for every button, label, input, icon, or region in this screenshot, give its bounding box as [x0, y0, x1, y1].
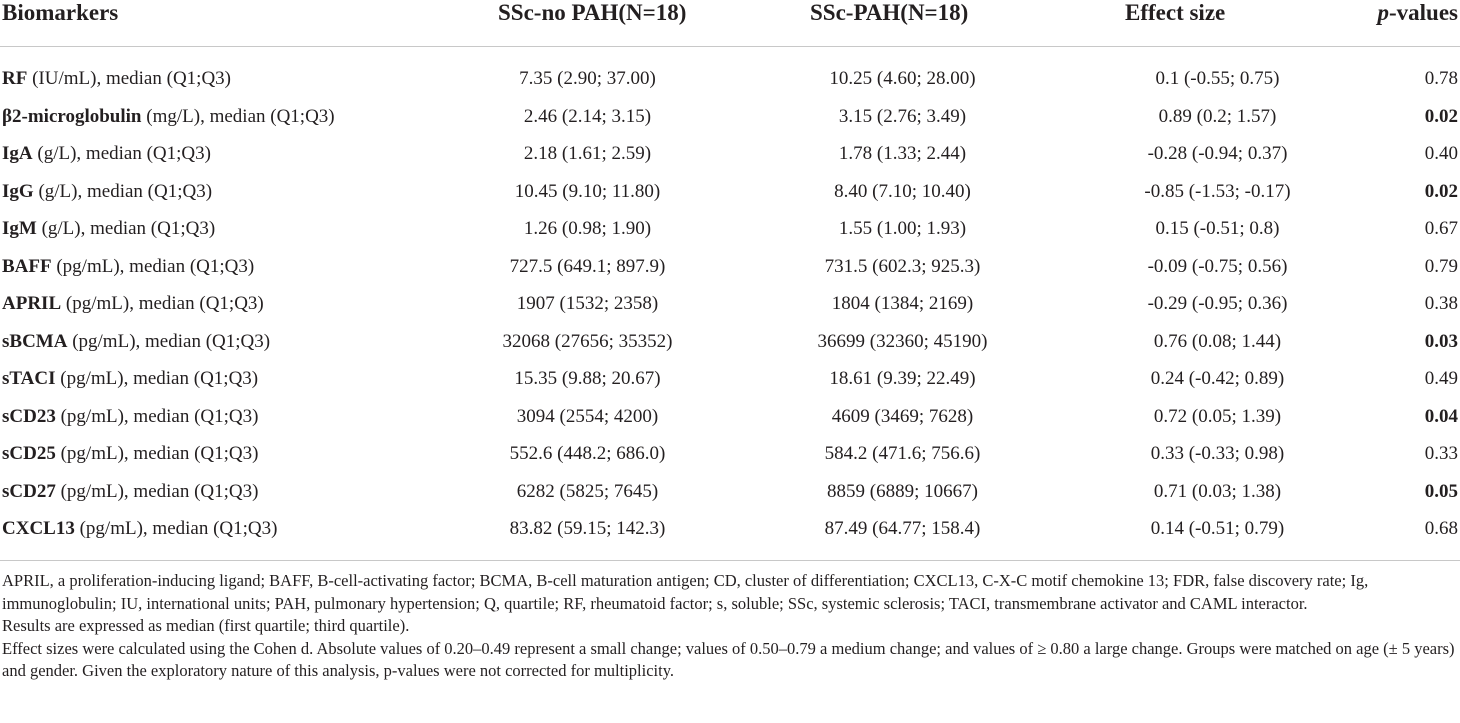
table-body	[0, 60, 1460, 548]
cell-p-value: 0.02	[1424, 180, 1458, 202]
cell-ssc-no-pah: 6282 (5825; 7645)	[516, 480, 659, 502]
cell-effect-size: 0.33 (-0.33; 0.98)	[1150, 443, 1285, 464]
cell-ssc-no-pah: 15.35 (9.88; 20.67)	[514, 368, 661, 389]
table-row	[0, 323, 1460, 361]
cell-ssc-pah: 8859 (6889; 10667)	[827, 480, 978, 502]
table-row	[0, 173, 1460, 211]
table-header	[0, 0, 1460, 47]
biomarker-unit: (pg/mL), median (Q1;Q3)	[55, 405, 259, 427]
cell-effect-size: 0.76 (0.08; 1.44)	[1153, 330, 1282, 352]
cell-ssc-pah: 1.55 (1.00; 1.93)	[838, 218, 967, 239]
cell-p-value: 0.05	[1424, 480, 1458, 502]
biomarker-unit: (g/L), median (Q1;Q3)	[33, 180, 213, 202]
footnote-abbreviations: APRIL, a proliferation-inducing ligand; BAFF, B-cell-activating factor; BCMA, B-cell maturation antigen; CD, cluster of differentiation; CXCL13, C-X-C motif chemokine 13; FDR, false discovery rate; Ig, immunoglobulin; IU, international units; PAH, pulmonary hypertension; Q, quartile; RF, rheumatoid factor; s, soluble; SSc, systemic sclerosis; TACI, transmembrane activator and CAML interactor.	[2, 571, 1369, 613]
cell-effect-size: 0.14 (-0.51; 0.79)	[1150, 518, 1285, 539]
table-row	[0, 135, 1460, 173]
biomarker-unit: (pg/mL), median (Q1;Q3)	[55, 480, 259, 502]
header-ssc-no-pah: SSc-no PAH(N=18)	[498, 0, 687, 25]
table-row	[0, 510, 1460, 548]
cell-biomarker	[2, 60, 231, 98]
header-effect-size: Effect size	[1125, 0, 1226, 25]
cell-effect-size: -0.28 (-0.94; 0.37)	[1147, 143, 1288, 164]
cell-biomarker	[2, 473, 258, 511]
biomarker-name: sCD27	[2, 480, 56, 502]
biomarker-unit: (pg/mL), median (Q1;Q3)	[74, 518, 278, 539]
cell-ssc-pah: 87.49 (64.77; 158.4)	[824, 518, 981, 539]
cell-effect-size: 0.1 (-0.55; 0.75)	[1155, 68, 1280, 89]
biomarker-name: APRIL	[2, 293, 62, 314]
header-ssc-pah: SSc-PAH(N=18)	[810, 0, 969, 25]
cell-ssc-no-pah: 10.45 (9.10; 11.80)	[514, 180, 661, 202]
cell-effect-size: 0.71 (0.03; 1.38)	[1153, 480, 1282, 502]
cell-effect-size: 0.89 (0.2; 1.57)	[1158, 105, 1277, 127]
biomarker-unit: (pg/mL), median (Q1;Q3)	[55, 443, 259, 464]
footnote-effect-sizes: Effect sizes were calculated using the Cohen d. Absolute values of 0.20–0.49 represent a small change; values of 0.50–0.79 a medium change; and values of ≥ 0.80 a large change. Groups were matched on age (± 5 years) and gender. Given the exploratory nature of this analysis, p-values were not corrected for multiplicity.	[2, 638, 1455, 680]
cell-biomarker	[2, 285, 264, 323]
cell-ssc-pah: 1804 (1384; 2169)	[831, 293, 974, 314]
cell-ssc-no-pah: 552.6 (448.2; 686.0)	[509, 443, 666, 464]
biomarker-name: IgG	[2, 180, 34, 202]
cell-effect-size: -0.29 (-0.95; 0.36)	[1147, 293, 1288, 314]
cell-biomarker	[2, 435, 258, 473]
cell-ssc-pah: 4609 (3469; 7628)	[831, 405, 974, 427]
cell-effect-size: 0.24 (-0.42; 0.89)	[1150, 368, 1285, 389]
cell-biomarker	[2, 248, 254, 286]
header-p-values	[1378, 0, 1459, 26]
biomarker-name: sCD25	[2, 443, 56, 464]
cell-ssc-pah: 8.40 (7.10; 10.40)	[834, 180, 971, 202]
cell-p-value: 0.03	[1424, 330, 1458, 352]
cell-p-value: 0.04	[1424, 405, 1458, 427]
table-footnotes	[2, 570, 1458, 683]
biomarker-unit: (IU/mL), median (Q1;Q3)	[27, 68, 231, 89]
biomarker-unit: (pg/mL), median (Q1;Q3)	[55, 368, 259, 389]
cell-ssc-pah: 36699 (32360; 45190)	[817, 330, 988, 352]
header-p-italic: p	[1377, 0, 1389, 25]
header-biomarkers: Biomarkers	[2, 0, 119, 25]
biomarker-name: IgM	[2, 218, 37, 239]
biomarker-unit: (pg/mL), median (Q1;Q3)	[61, 293, 264, 314]
table-row	[0, 360, 1460, 398]
table-row	[0, 248, 1460, 286]
table-row	[0, 60, 1460, 98]
cell-ssc-no-pah: 727.5 (649.1; 897.9)	[509, 255, 666, 277]
biomarker-unit: (pg/mL), median (Q1;Q3)	[67, 330, 271, 352]
footnote-results: Results are expressed as median (first quartile; third quartile).	[2, 616, 410, 635]
table-row	[0, 473, 1460, 511]
cell-p-value: 0.79	[1424, 255, 1458, 277]
cell-ssc-no-pah: 83.82 (59.15; 142.3)	[509, 518, 666, 539]
cell-effect-size: -0.85 (-1.53; -0.17)	[1144, 180, 1291, 202]
cell-biomarker	[2, 323, 270, 361]
biomarker-unit: (pg/mL), median (Q1;Q3)	[51, 255, 255, 277]
cell-ssc-no-pah: 2.18 (1.61; 2.59)	[523, 143, 652, 164]
cell-ssc-no-pah: 3094 (2554; 4200)	[516, 405, 659, 427]
table-row	[0, 398, 1460, 436]
cell-ssc-pah: 731.5 (602.3; 925.3)	[824, 255, 981, 277]
cell-p-value: 0.38	[1424, 293, 1458, 314]
table-row	[0, 285, 1460, 323]
biomarker-unit: (mg/L), median (Q1;Q3)	[141, 105, 335, 127]
cell-p-value: 0.68	[1424, 518, 1458, 539]
cell-p-value: 0.33	[1424, 443, 1458, 464]
table-bottom-rule	[0, 560, 1460, 561]
cell-ssc-no-pah: 32068 (27656; 35352)	[502, 330, 673, 352]
cell-ssc-pah: 3.15 (2.76; 3.49)	[838, 105, 967, 127]
cell-biomarker	[2, 98, 335, 136]
cell-p-value: 0.40	[1424, 143, 1458, 164]
biomarker-name: RF	[2, 68, 28, 89]
cell-ssc-pah: 18.61 (9.39; 22.49)	[829, 368, 976, 389]
table-row	[0, 435, 1460, 473]
biomarker-name: IgA	[2, 143, 33, 164]
cell-p-value: 0.67	[1424, 218, 1458, 239]
cell-p-value: 0.02	[1424, 105, 1458, 127]
biomarker-name: BAFF	[2, 255, 52, 277]
cell-p-value: 0.49	[1424, 368, 1458, 389]
cell-biomarker	[2, 398, 258, 436]
table-row	[0, 210, 1460, 248]
cell-biomarker	[2, 360, 258, 398]
cell-biomarker	[2, 135, 211, 173]
biomarker-name: β2-microglobulin	[2, 105, 142, 127]
biomarker-name: CXCL13	[2, 518, 75, 539]
cell-effect-size: -0.09 (-0.75; 0.56)	[1147, 255, 1288, 277]
header-p-rest: -values	[1389, 0, 1458, 25]
biomarker-name: sTACI	[2, 368, 56, 389]
biomarker-name: sCD23	[2, 405, 56, 427]
table-row	[0, 98, 1460, 136]
biomarker-unit: (g/L), median (Q1;Q3)	[32, 143, 211, 164]
biomarker-unit: (g/L), median (Q1;Q3)	[36, 218, 216, 239]
cell-effect-size: 0.72 (0.05; 1.39)	[1153, 405, 1282, 427]
cell-ssc-no-pah: 2.46 (2.14; 3.15)	[523, 105, 652, 127]
cell-ssc-pah: 584.2 (471.6; 756.6)	[824, 443, 981, 464]
cell-biomarker	[2, 210, 215, 248]
cell-biomarker	[2, 173, 212, 211]
cell-ssc-no-pah: 7.35 (2.90; 37.00)	[519, 68, 656, 89]
cell-ssc-no-pah: 1907 (1532; 2358)	[516, 293, 659, 314]
cell-p-value: 0.78	[1424, 68, 1458, 89]
cell-ssc-pah: 1.78 (1.33; 2.44)	[838, 143, 967, 164]
cell-biomarker	[2, 510, 277, 548]
cell-effect-size: 0.15 (-0.51; 0.8)	[1155, 218, 1280, 239]
cell-ssc-pah: 10.25 (4.60; 28.00)	[829, 68, 976, 89]
biomarker-name: sBCMA	[2, 330, 68, 352]
cell-ssc-no-pah: 1.26 (0.98; 1.90)	[523, 218, 652, 239]
